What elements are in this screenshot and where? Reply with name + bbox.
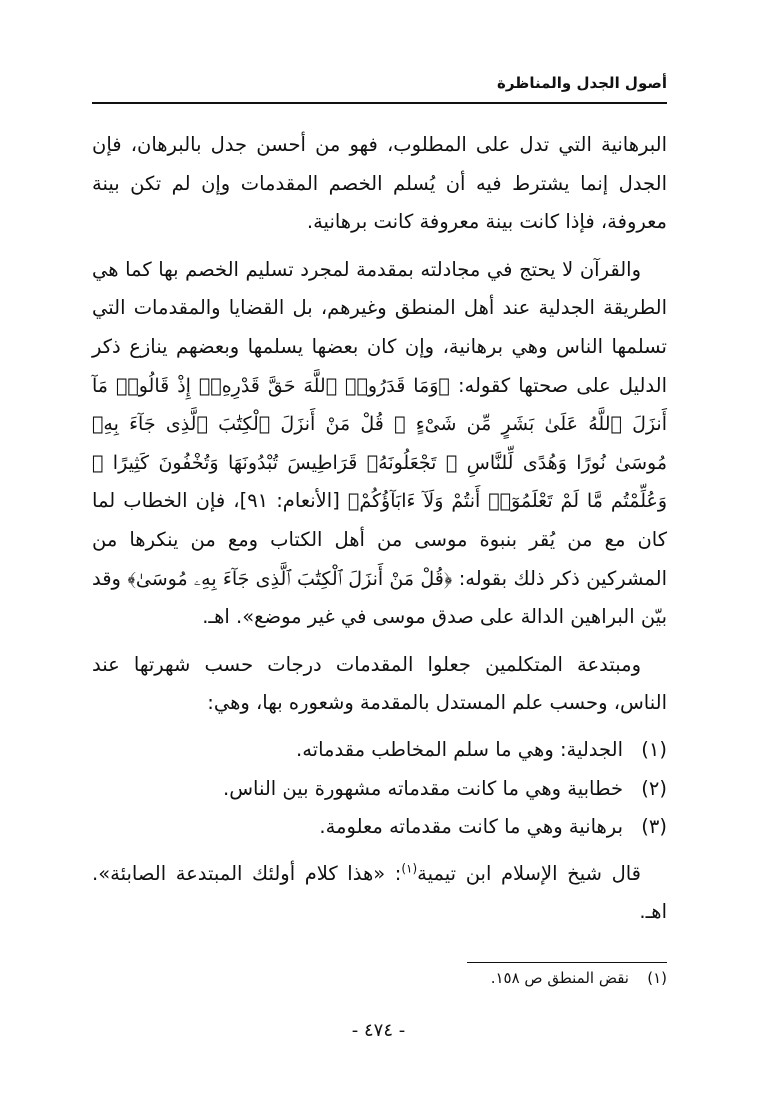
header-rule bbox=[92, 102, 667, 104]
list-item-number: (١) bbox=[641, 737, 667, 761]
footnote-text: نقض المنطق ص ١٥٨. bbox=[490, 969, 629, 987]
footnote-number: (١) bbox=[647, 969, 667, 987]
footnote-reference[interactable]: (١) bbox=[401, 861, 418, 876]
list-item-text: خطابية وهي ما كانت مقدماته مشهورة بين الناس. bbox=[223, 776, 623, 800]
quran-verse-1: ﴿وَمَا قَدَرُوا۟ ٱللَّهَ حَقَّ قَدْرِهِۦٓ إِذْ قَالُوا۟ مَآ أَنزَلَ ٱللَّهُ عَلَىٰ بَشَرٍ مِّن شَىْءٍ ۗ قُلْ مَنْ أَنزَلَ ٱلْكِتَٰبَ ٱلَّذِى جَآءَ بِهِۦ مُوسَىٰ نُورًا وَهُدًى لِّلنَّاسِ ۖ تَجْعَلُونَهُۥ قَرَاطِيسَ تُبْدُونَهَا وَتُخْفُونَ كَثِيرًا ۖ وَعُلِّمْتُم مَّا لَمْ تَعْلَمُوٓا۟ أَنتُمْ وَلَآ ءَابَآؤُكُمْ﴾ bbox=[92, 374, 667, 513]
running-header-title: أصول الجدل والمناظرة bbox=[497, 74, 667, 92]
quran-verse-2: ﴿قُلْ مَنْ أَنزَلَ ٱلْكِتَٰبَ ٱلَّذِى جَآءَ بِهِۦ مُوسَىٰ﴾ bbox=[127, 567, 453, 590]
list-item bbox=[92, 770, 667, 809]
main-text bbox=[92, 126, 667, 932]
paragraph-3: ومبتدعة المتكلمين جعلوا المقدمات درجات حسب شهرتها عند الناس، وحسب علم المستدل بالمقدمة وشعوره بها، وهي: bbox=[92, 652, 667, 715]
list-item-text: برهانية وهي ما كانت مقدماته معلومة. bbox=[319, 815, 623, 839]
paragraph-4-text-a: قال شيخ الإسلام ابن تيمية bbox=[417, 861, 641, 885]
paragraph-2 bbox=[92, 251, 667, 637]
paragraph-2-text-a: والقرآن لا يحتج في مجادلته بمقدمة لمجرد تسليم الخصم بها كما هي الطريقة الجدلية عند أهل المنطق وغيرهم، بل القضايا والمقدمات التي تسلمها الناس وهي برهانية، وإن كان بعضها يسلمها وبعضهم ينازع ذكر الدليل على صحتها كقوله: bbox=[92, 257, 668, 397]
list-item bbox=[92, 808, 667, 847]
paragraph-4 bbox=[92, 855, 667, 932]
list-item-number: (٣) bbox=[641, 815, 667, 839]
premise-types-list bbox=[92, 731, 667, 847]
page-number: - ٤٧٤ - bbox=[351, 1020, 406, 1041]
list-item bbox=[92, 731, 667, 770]
footnote bbox=[491, 969, 667, 987]
list-item-number: (٢) bbox=[641, 776, 667, 800]
paragraph-1: البرهانية التي تدل على المطلوب، فهو من أحسن جدل بالبرهان، فإن الجدل إنما يشترط فيه أن يُسلم الخصم المقدمات وإن لم تكن بينة معروفة، فإذا كانت بينة معروفة كانت برهانية. bbox=[92, 133, 667, 234]
paragraph-2-text-b: [الأنعام: ٩١]، فإن الخطاب لما كان مع من يُقر بنبوة موسى من أهل الكتاب ومع من ينكرها من المشركين ذكر ذلك بقوله: bbox=[92, 489, 668, 590]
paragraph-4-text-b: : «هذا كلام أولئك المبتدعة الصابئة». اهـ. bbox=[92, 861, 667, 924]
paragraph-2-text-c: وقد بيّن البراهين الدالة على صدق موسى في غير موضع». اهـ. bbox=[92, 566, 667, 629]
footnote-separator bbox=[467, 962, 667, 963]
list-item-text: الجدلية: وهي ما سلم المخاطب مقدماته. bbox=[296, 737, 623, 761]
